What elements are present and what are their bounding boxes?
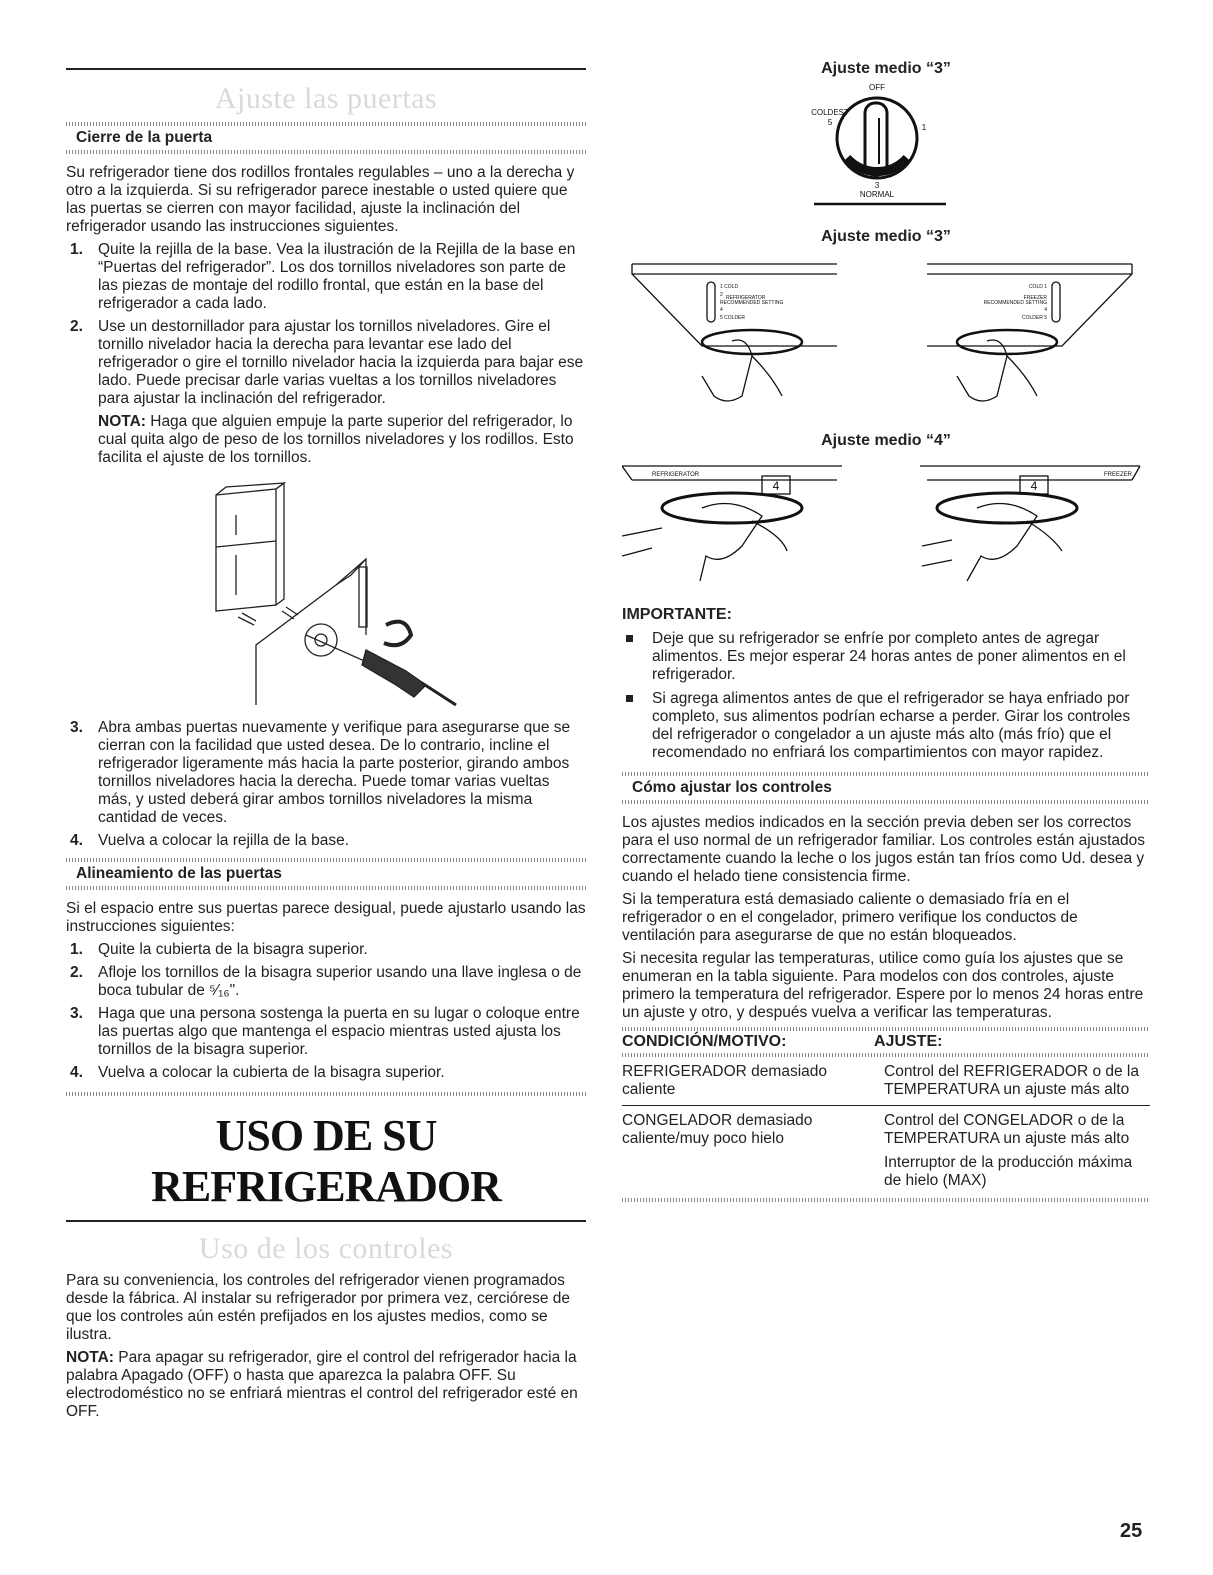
list-item: 4. Vuelva a colocar la cubierta de la bisagra superior. — [70, 1064, 445, 1081]
list-item: 1. Quite la rejilla de la base. Vea la ilustración de la Rejilla de la base en “Puertas del refrigerador”. Los dos tornillos niveladores son parte de las piezas de montaje del rodillo frontal, que están en la base del refrigerador a cada lado. — [70, 241, 576, 312]
divider — [622, 1027, 1150, 1031]
dial-label-coldest: COLDEST — [811, 108, 849, 117]
heading-cierre-puerta: Cierre de la puerta — [76, 129, 213, 146]
adjustment-table-body — [622, 1063, 1150, 1190]
svg-text:FREEZER: FREEZER — [1023, 295, 1047, 301]
table-cell: CONGELADOR demasiado caliente/muy poco hielo — [622, 1112, 813, 1147]
chapter-title: USO DE SU REFRIGERADOR — [151, 1111, 501, 1211]
list-item: Si agrega alimentos antes de que el refrigerador se haya enfriado por completo, sus alimentos podrían echarse a perder. Girar los controles del refrigerador o congelador a un ajuste más alto (más frío) que el recomendado no enfriará los compartimientos con mayor rapidez. — [622, 690, 1150, 762]
divider — [66, 122, 586, 126]
svg-text:COLD 1: COLD 1 — [1028, 284, 1047, 290]
divider — [66, 150, 586, 154]
dial-label-3: 3 — [874, 181, 880, 190]
table-header-adjust: AJUSTE: — [874, 1033, 943, 1050]
paragraph: Los ajustes medios indicados en la sección previa deben ser los correctos para el uso normal de un refrigerador familiar. Los controles están ajustados correctamente cuando la leche o los jugos están tan fríos como Ud. desea y cuando el helado tiene consistencia firme. — [622, 814, 1145, 885]
svg-text:5 COLDER: 5 COLDER — [720, 315, 746, 321]
list-item: 3. Haga que una persona sostenga la puerta en su lugar o coloque entre las puertas algo que mantenga el espacio mientras usted ajusta los tornillos de la bisagra superior. — [70, 1005, 580, 1058]
list-item: 1. Quite la cubierta de la bisagra superior. — [70, 941, 368, 958]
list-item: 3. Abra ambas puertas nuevamente y verifique para asegurarse que se cierran con la facilidad que usted desea. De lo contrario, incline el refrigerador ligeramente más hacia la parte posterior, girando ambos tornillos niveladores hacia la derecha. Puede tomar varias vueltas más, y usted deberá girar ambos tornillos niveladores la misma cantidad de veces. — [70, 719, 571, 826]
svg-text:4: 4 — [1044, 307, 1047, 313]
divider — [622, 800, 1150, 804]
note: NOTA: Para apagar su refrigerador, gire el control del refrigerador hacia la palabra Apagado (OFF) o hasta que aparezca la palabra OFF. Su electrodoméstico no se enfriará mientras el control del refrigerador esté en OFF. — [66, 1349, 578, 1420]
divider — [66, 1092, 586, 1096]
svg-text:4: 4 — [772, 479, 780, 493]
table-row — [622, 1063, 1150, 1106]
paragraph: Su refrigerador tiene dos rodillos frontales regulables – uno a la derecha y otro a la izquierda. Si su refrigerador parece inestable o usted quiere que las puertas se cierren con mayor facilidad, ajuste la inclinación del refrigerador usando las instrucciones siguientes. — [66, 164, 575, 235]
svg-text:COLDER 5: COLDER 5 — [1021, 315, 1047, 321]
page-number: 25 — [1120, 1520, 1143, 1542]
section-title-uso-controles: Uso de los controles — [198, 1232, 454, 1265]
caption-panels: Ajuste medio “3” — [821, 228, 951, 245]
svg-text:REFRIGERATOR: REFRIGERATOR — [652, 472, 700, 478]
svg-text:2: 2 — [720, 292, 723, 298]
divider — [66, 858, 586, 862]
svg-text:RECOMMENDED SETTING: RECOMMENDED SETTING — [983, 300, 1047, 306]
important-label: IMPORTANTE: — [622, 606, 732, 623]
section-rule — [66, 68, 586, 70]
important-list — [622, 630, 1150, 762]
slider-controls-illustration — [622, 456, 1150, 596]
divider — [622, 1053, 1150, 1057]
left-column — [66, 0, 586, 1426]
table-header — [622, 1031, 1150, 1053]
dial-label-off: OFF — [869, 83, 885, 92]
section-title-ajuste-puertas: Ajuste las puertas — [214, 82, 438, 115]
divider — [622, 772, 1150, 776]
table-row — [622, 1112, 1150, 1190]
right-column — [622, 0, 1150, 1202]
list-item: 2. Use un destornillador para ajustar los tornillos niveladores. Gire el tornillo nivelador hacia la derecha para levantar ese lado del refrigerador o gire el tornillo nivelador hacia la izquierda para bajar ese lado. Puede precisar darle varias vueltas a los tornillos niveladores para ajustar la inclinación del refrigerador. — [70, 318, 584, 407]
divider — [66, 886, 586, 890]
adjustment-table — [622, 1031, 1150, 1053]
dial-label-normal: NORMAL — [859, 190, 895, 199]
paragraph: Si necesita regular las temperaturas, utilice como guía los ajustes que se enumeran en la tabla siguiente. Para modelos con dos controles, ajuste primero la temperatura del refrigerador. Espere por lo menos 24 horas entre un ajuste y otro, y después vuelva a verificar las temperaturas. — [622, 950, 1144, 1021]
table-cell: REFRIGERADOR demasiado caliente — [622, 1063, 828, 1098]
svg-text:FREEZER: FREEZER — [1103, 472, 1132, 478]
list-item: 4. Vuelva a colocar la rejilla de la base. — [70, 832, 350, 849]
dial-label-1: 1 — [921, 123, 927, 132]
dial-label-5: 5 — [827, 118, 833, 127]
table-cell: Control del REFRIGERADOR o de la TEMPERATURA un ajuste más alto — [884, 1063, 1139, 1098]
svg-text:REFRIGERATOR: REFRIGERATOR — [726, 295, 766, 301]
paragraph: Si la temperatura está demasiado caliente o demasiado fría en el refrigerador o en el congelador, primero verifique los conductos de ventilación para asegurarse de que no están bloqueados. — [622, 891, 1078, 944]
caption-sliders: Ajuste medio “4” — [821, 432, 951, 449]
svg-text:RECOMMENDED SETTING: RECOMMENDED SETTING — [720, 300, 784, 306]
table-header-condition: CONDICIÓN/MOTIVO: — [622, 1033, 787, 1050]
section-rule — [66, 1220, 586, 1222]
leveling-screw-illustration — [66, 475, 586, 715]
note: NOTA: Haga que alguien empuje la parte superior del refrigerador, lo cual quita algo de peso de los tornillos niveladores y los rodillos. Esto facilita el ajuste de los tornillos. — [98, 413, 574, 466]
heading-alineamiento: Alineamiento de las puertas — [76, 865, 282, 882]
divider — [622, 1198, 1150, 1202]
svg-text:1 COLD: 1 COLD — [720, 284, 739, 290]
svg-text:4: 4 — [1030, 479, 1038, 493]
paragraph: Si el espacio entre sus puertas parece desigual, puede ajustarlo usando las instrucciones siguientes: — [66, 900, 586, 935]
list-item: Deje que su refrigerador se enfríe por completo antes de agregar alimentos. Es mejor esperar 24 horas antes de poner alimentos en el refrigerador. — [622, 630, 1150, 684]
table-cell: Control del CONGELADOR o de la TEMPERATURA un ajuste más alto Interruptor de la producción máxima de hielo (MAX) — [884, 1112, 1133, 1189]
panel-controls-illustration — [622, 246, 1150, 436]
steps-list — [66, 941, 586, 1082]
caption-dial: Ajuste medio “3” — [821, 60, 951, 77]
steps-list — [66, 241, 586, 408]
svg-text:4: 4 — [720, 307, 723, 313]
paragraph: Para su conveniencia, los controles del refrigerador vienen programados desde la fábrica. Al instalar su refrigerador por primera vez, cerciórese de que los controles aún estén prefijados en los ajustes medios, como se ilustra. — [66, 1272, 570, 1343]
list-item: 2. Afloje los tornillos de la bisagra superior usando una llave inglesa o de boca tubular de ⁵⁄₁₆". — [70, 964, 582, 999]
steps-list — [66, 719, 586, 850]
heading-como-ajustar: Cómo ajustar los controles — [632, 779, 832, 796]
dial-control-illustration — [622, 78, 1150, 218]
